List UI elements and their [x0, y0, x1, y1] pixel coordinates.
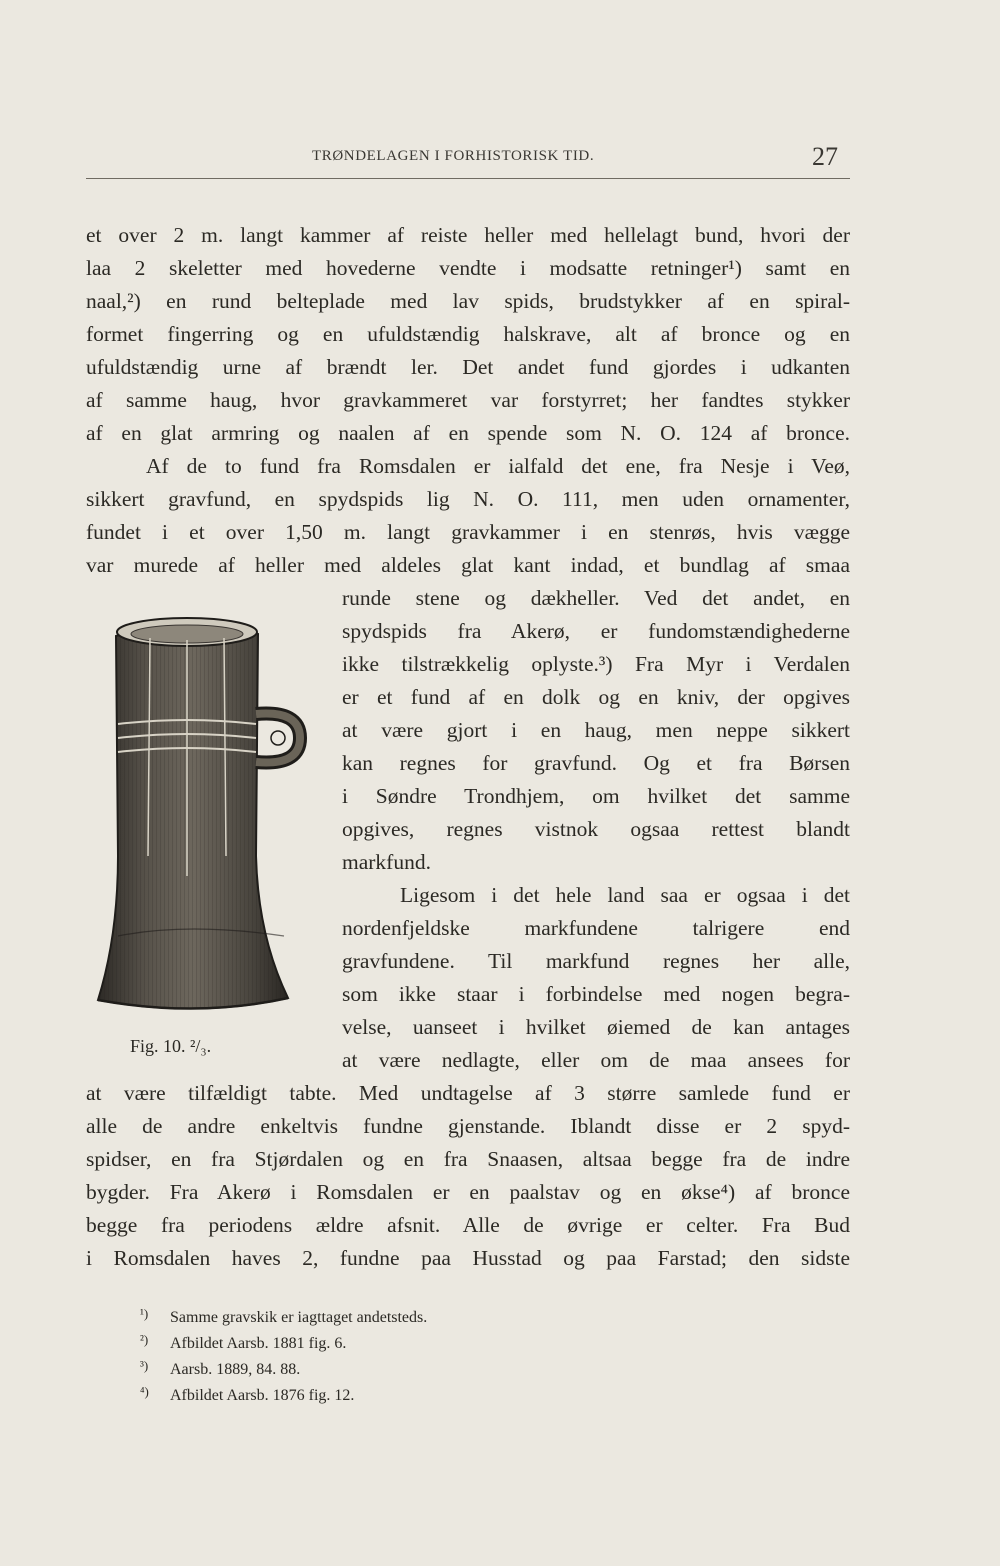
text-line: gravfundene. Til markfund regnes her alle,: [342, 949, 850, 973]
header-rule: [86, 178, 850, 179]
footnote-mark: ³): [140, 1358, 149, 1373]
text-line: formet fingerring og en ufuldstændig halskrave, alt af bronce og en: [86, 322, 850, 346]
text-line: spydspids fra Akerø, er fundomstændighederne: [342, 619, 850, 643]
text-line: runde stene og dækheller. Ved det andet, en: [342, 586, 850, 610]
text-line: ikke tilstrækkelig oplyste.³) Fra Myr i Verdalen: [342, 652, 850, 676]
footnote-text: Aarsb. 1889, 84. 88.: [170, 1361, 301, 1378]
footnote-text: Samme gravskik er iagttaget andetsteds.: [170, 1309, 428, 1326]
text-line: spidser, en fra Stjørdalen og en fra Snaasen, altsaa begge fra de indre: [86, 1147, 850, 1171]
text-line: alle de andre enkeltvis fundne gjenstande. Iblandt disse er 2 spyd-: [86, 1114, 850, 1138]
text-line: et over 2 m. langt kammer af reiste heller med hellelagt bund, hvori der: [86, 223, 850, 247]
text-line: nordenfjeldske markfundene talrigere end: [342, 916, 850, 940]
running-title: TRØNDELAGEN I FORHISTORISK TID.: [312, 148, 595, 164]
footnote-mark: ¹): [140, 1306, 149, 1321]
text-line: opgives, regnes vistnok ogsaa rettest blandt: [342, 817, 850, 841]
text-line: var murede af heller med aldeles glat kant indad, et bundlag af smaa: [86, 553, 850, 577]
text-line: i Søndre Trondhjem, om hvilket det samme: [342, 784, 850, 808]
text-line: af en glat armring og naalen af en spende som N. O. 124 af bronce.: [86, 421, 850, 445]
footnote-mark: ²): [140, 1332, 149, 1347]
text-line: bygder. Fra Akerø i Romsdalen er en paalstav og en økse⁴) af bronce: [86, 1180, 850, 1204]
footnote-mark: ⁴): [140, 1384, 149, 1399]
text-line: i Romsdalen haves 2, fundne paa Husstad og paa Farstad; den sidste: [86, 1246, 850, 1270]
page-number: 27: [812, 142, 838, 171]
text-line: Ligesom i det hele land saa er ogsaa i det: [400, 883, 850, 907]
text-line: naal,²) en rund belteplade med lav spids, brudstykker af en spiral-: [86, 289, 850, 313]
footnote-text: Afbildet Aarsb. 1876 fig. 12.: [170, 1387, 355, 1404]
text-line: at være gjort i en haug, men neppe sikkert: [342, 718, 850, 742]
figure-caption: Fig. 10. ²/₃.: [130, 1036, 212, 1056]
text-line: at være tilfældigt tabte. Med undtagelse af 3 større samlede fund er: [86, 1081, 850, 1105]
celt-axe-illustration: [88, 606, 308, 1036]
text-line: laa 2 skeletter med hovederne vendte i modsatte retninger¹) samt en: [86, 256, 850, 280]
text-line: er et fund af en dolk og en kniv, der opgives: [342, 685, 850, 709]
text-line: som ikke staar i forbindelse med nogen begra-: [342, 982, 850, 1006]
text-line: kan regnes for gravfund. Og et fra Børsen: [342, 751, 850, 775]
text-line: Af de to fund fra Romsdalen er ialfald det ene, fra Nesje i Veø,: [146, 454, 850, 478]
text-line: fundet i et over 1,50 m. langt gravkammer i en stenrøs, hvis vægge: [86, 520, 850, 544]
footnote: [140, 1380, 354, 1404]
text-line: begge fra periodens ældre afsnit. Alle de øvrige er celter. Fra Bud: [86, 1213, 850, 1237]
footnote-text: Afbildet Aarsb. 1881 fig. 6.: [170, 1335, 347, 1352]
text-line: sikkert gravfund, en spydspids lig N. O. 111, men uden ornamenter,: [86, 487, 850, 511]
footnote: [140, 1328, 346, 1352]
text-line: ufuldstændig urne af brændt ler. Det andet fund gjordes i udkanten: [86, 355, 850, 379]
text-line: at være nedlagte, eller om de maa ansees for: [342, 1048, 850, 1072]
text-line: markfund.: [342, 850, 431, 874]
text-line: velse, uanseet i hvilket øiemed de kan antages: [342, 1015, 850, 1039]
text-line: af samme haug, hvor gravkammeret var forstyrret; her fandtes stykker: [86, 388, 850, 412]
footnote: [140, 1354, 300, 1378]
footnote: [140, 1302, 427, 1326]
